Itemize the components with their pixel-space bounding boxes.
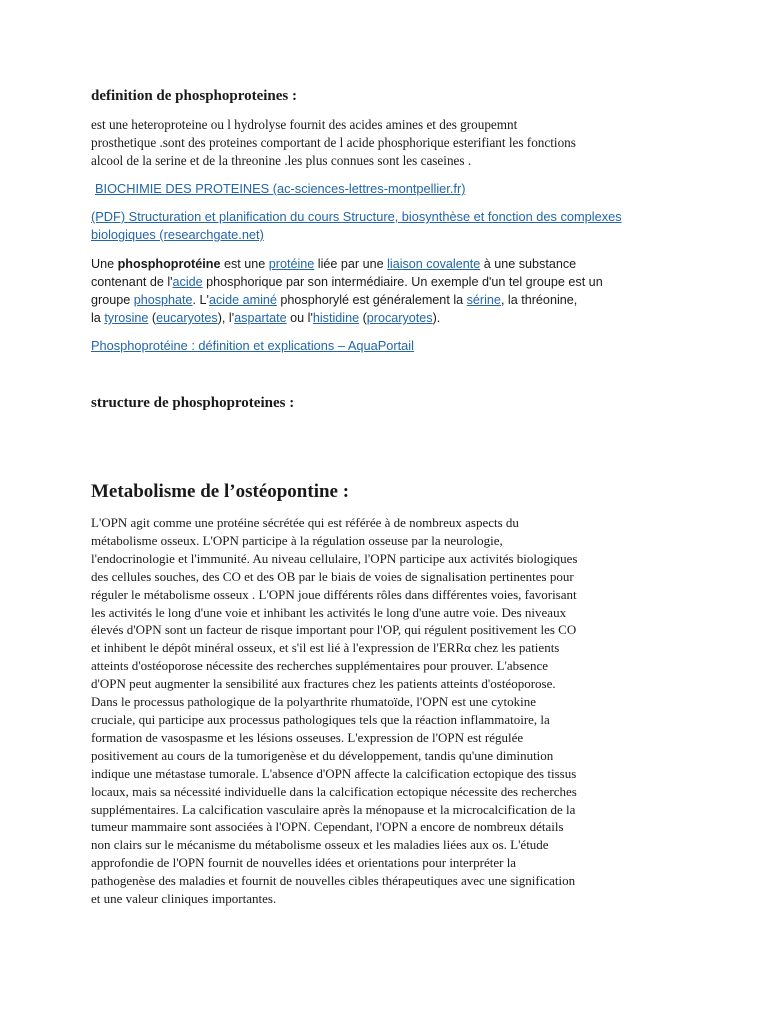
wiki-line-1 <box>91 255 691 273</box>
metabolism-line: des cellules souches, des CO et des OB par le biais de voies de signalisation pertinentes pour <box>91 568 574 584</box>
wiki-line-2 <box>91 273 691 291</box>
definition-heading: definition de phosphoproteines : <box>91 88 298 104</box>
structure-heading: structure de phosphoproteines : <box>91 395 295 411</box>
researchgate-link-line1[interactable]: (PDF) Structuration et planification du cours Structure, biosynthèse et fonction des complexes <box>91 209 622 224</box>
metabolism-line: approfondie de l'OPN fournit de nouvelles idées et orientations pour interpréter la <box>91 855 517 871</box>
metabolism-line: et une valeur cliniques importantes. <box>91 891 277 907</box>
definition-paragraph <box>91 116 691 170</box>
metabolism-line: formation de vasospasme et les lésions osseuses. L'expression de l'OPN est régulée <box>91 729 524 745</box>
wiki-line-3 <box>91 291 691 309</box>
wiki-line-4 <box>91 309 691 327</box>
definition-line: alcool de la serine et de la threonine .les plus connues sont les caseines . <box>91 153 472 168</box>
link-aspartate[interactable]: aspartate <box>234 311 287 325</box>
text: est une <box>220 257 269 271</box>
link-liaison-covalente[interactable]: liaison covalente <box>387 257 481 271</box>
metabolism-line: cruciale, qui participe aux processus pathologiques tels que la réaction inflammatoire, la <box>91 711 550 727</box>
text: phosphorique par son intermédiaire. Un exemple d'un tel groupe est un <box>202 275 603 289</box>
link-acide-amine[interactable]: acide aminé <box>208 293 277 307</box>
metabolism-line: métabolisme osseux. L'OPN participe à la régulation osseuse par la neurologie, <box>91 532 503 548</box>
metabolism-paragraph <box>91 514 691 908</box>
metabolism-line: et inhibent le dépôt minéral osseux, et s'il est lié à l'expression de l'ERRα chez les patients <box>91 640 560 656</box>
metabolism-line: l'endocrinologie et l'immunité. Au niveau cellulaire, l'OPN participe aux activités biologiques <box>91 550 578 566</box>
text: liée par une <box>314 257 388 271</box>
metabolism-line: L'OPN agit comme une protéine sécrétée qui est référée à de nombreux aspects du <box>91 515 519 530</box>
link-tyrosine[interactable]: tyrosine <box>104 311 149 325</box>
text: contenant de l' <box>91 275 173 289</box>
link-serine[interactable]: sérine <box>466 293 501 307</box>
definition-line: prosthetique .sont des proteines comportant de l acide phosphorique esterifiant les fonctions <box>91 135 576 150</box>
link-eucaryotes[interactable]: eucaryotes <box>156 311 218 325</box>
researchgate-link-line2[interactable]: biologiques (researchgate.net) <box>91 227 264 242</box>
wiki-paragraph <box>91 255 691 327</box>
text: groupe <box>91 293 134 307</box>
metabolism-line: locaux, mais sa nécessité individuelle dans la calcification ectopique nécessite des recherches <box>91 783 577 799</box>
text: ). <box>432 311 441 325</box>
link-procaryotes[interactable]: procaryotes <box>366 311 433 325</box>
text: phosphorylé est généralement la <box>276 293 467 307</box>
metabolism-line: atteints d'ostéoporose nécessite des recherches supplémentaires pour prouver. L'absence <box>91 658 548 674</box>
definition-line: est une heteroproteine ou l hydrolyse fournit des acides amines et des groupemnt <box>91 117 518 132</box>
metabolism-line: non clairs sur le mécanisme du métabolisme osseux et les maladies liées aux os. L'étude <box>91 837 549 853</box>
text: , la thréonine, <box>500 293 578 307</box>
text: ( <box>359 311 367 325</box>
bold-term: phosphoprotéine <box>117 257 221 271</box>
link-phosphate[interactable]: phosphate <box>133 293 193 307</box>
link-histidine[interactable]: histidine <box>312 311 360 325</box>
metabolism-line: réguler le métabolisme osseux . L'OPN joue différents rôles dans différentes voies, favorisant <box>91 586 577 602</box>
metabolism-heading: Metabolisme de l’ostéopontine : <box>91 481 350 502</box>
text: la <box>91 311 105 325</box>
metabolism-line: élevés d'OPN sont un facteur de risque important pour l'OP, qui régulent positivement les CO <box>91 622 577 638</box>
text: ou l' <box>286 311 313 325</box>
metabolism-line: indique une métastase tumorale. L'absence d'OPN affecte la calcification ectopique des tissus <box>91 765 577 781</box>
text: à une substance <box>480 257 577 271</box>
link-acide[interactable]: acide <box>172 275 203 289</box>
metabolism-line: Dans le processus pathologique de la polyarthrite rhumatoïde, l'OPN est une cytokine <box>91 694 536 710</box>
metabolism-line: positivement au cours de la tumorigenèse et du développement, tandis qu'une diminution <box>91 747 554 763</box>
metabolism-line: pathogenèse des maladies et fournit de nouvelles cibles thérapeutiques avec une signification <box>91 873 576 889</box>
text: ), l' <box>217 311 235 325</box>
text: . L' <box>192 293 209 307</box>
link-proteine[interactable]: protéine <box>268 257 315 271</box>
metabolism-line: supplémentaires. La calcification vasculaire après la ménopause et la microcalcification de la <box>91 801 576 817</box>
metabolism-line: les activités le long d'une voie et inhibant les activités le long d'une autre voie. Des niveaux <box>91 604 567 620</box>
text: ( <box>148 311 157 325</box>
aquaportail-link[interactable]: Phosphoprotéine : définition et explications – AquaPortail <box>91 338 414 353</box>
biochimie-link[interactable]: BIOCHIMIE DES PROTEINES (ac-sciences-lettres-montpellier.fr) <box>95 181 466 196</box>
text: Une <box>91 257 118 271</box>
metabolism-line: tumeur mammaire sont associées à l'OPN. Cependant, l'OPN a encore de nombreux détails <box>91 819 564 835</box>
metabolism-line: d'OPN peut augmenter la sensibilité aux fractures chez les patients atteints d'ostéoporose. <box>91 676 556 692</box>
